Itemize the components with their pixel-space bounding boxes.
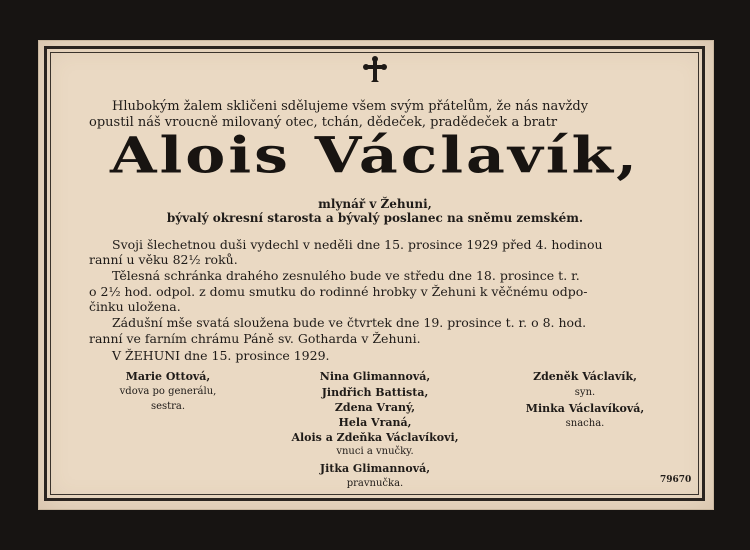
- signatory-name: Zdena Vraný,: [334, 401, 416, 414]
- signatory-relation: sestra.: [150, 401, 186, 412]
- signatory-relation: pravnučka.: [346, 478, 404, 489]
- signatory-name: Jitka Glimannová,: [319, 462, 431, 475]
- signatory-name: Hela Vraná,: [338, 416, 412, 429]
- body-line: Svoji šlechetnou duši vydechl v neděli dne 15. prosince 1929 před 4. hodinou: [112, 237, 603, 252]
- body-line: ranní ve farním chrámu Páně sv. Gotharda v Žehuni.: [89, 331, 421, 346]
- signatory-name: Minka Václavíková,: [525, 402, 645, 415]
- signatory-relation: vdova po generálu,: [119, 386, 217, 397]
- signatory-relation: syn.: [574, 387, 596, 398]
- signatory-name: Jindřich Battista,: [321, 386, 429, 399]
- signatory-name: Zdeněk Václavík,: [533, 370, 637, 383]
- occupation: mlynář v Žehuni,: [318, 197, 432, 211]
- body-line: ranní u věku 82½ roků.: [89, 252, 238, 267]
- signatory-name: Alois a Zdeňka Václavíkovi,: [291, 431, 459, 444]
- deceased-name: Alois Václavík,: [109, 127, 641, 185]
- body-line: o 2½ hod. odpol. z domu smutku do rodinné hrobky v Žehuni k věčnému odpo-: [89, 284, 588, 299]
- reference-number: 79670: [660, 475, 692, 485]
- body-line: činku uložena.: [89, 299, 181, 314]
- signatory-name: Nina Glimannová,: [319, 370, 431, 383]
- intro-line-2: opustil náš vroucně milovaný otec, tchán, dědeček, pradědeček a bratr: [89, 115, 558, 130]
- place-date-line: V ŽEHUNI dne 15. prosince 1929.: [112, 348, 330, 363]
- body-line: Tělesná schránka drahého zesnulého bude ve středu dne 18. prosince t. r.: [112, 268, 580, 283]
- cross-icon: [362, 56, 388, 84]
- intro-line-1: Hlubokým žalem skličeni sdělujeme všem svým přátelům, že nás navždy: [112, 99, 589, 114]
- signatory-name: Marie Ottová,: [125, 370, 211, 383]
- titles: bývalý okresní starosta a bývalý poslanec na sněmu zemském.: [166, 211, 584, 225]
- signatory-relation: vnuci a vnučky.: [336, 446, 414, 457]
- body-line: Zádušní mše svatá sloužena bude ve čtvrtek dne 19. prosince t. r. o 8. hod.: [112, 315, 587, 330]
- signatory-relation: snacha.: [565, 418, 605, 429]
